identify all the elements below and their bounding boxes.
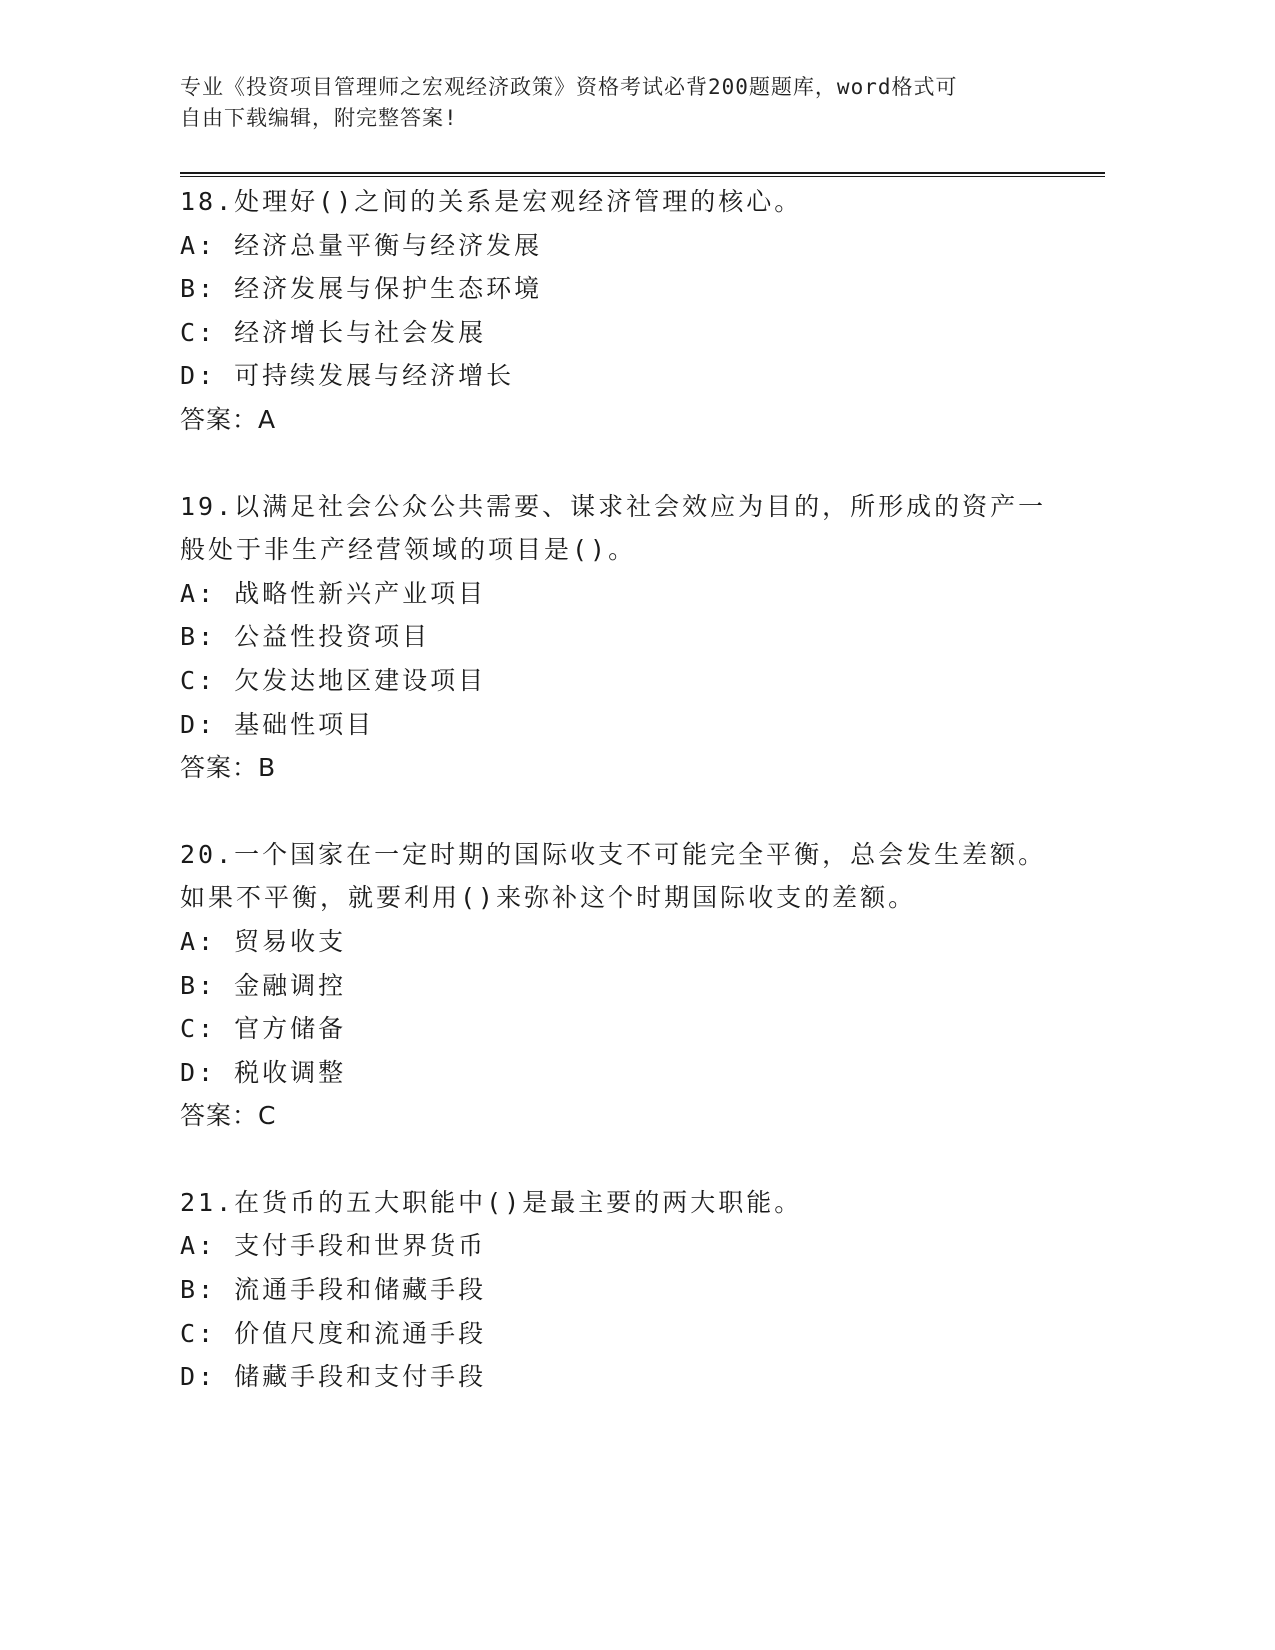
option-c: C: 官方储备 xyxy=(180,1014,347,1044)
option-d: D: 税收调整 xyxy=(180,1057,347,1087)
option-d: D: 基础性项目 xyxy=(180,709,375,739)
answer-label: 答案：B xyxy=(180,753,277,783)
option-b: B: 经济发展与保护生态环境 xyxy=(180,274,543,304)
answer-label: 答案：C xyxy=(180,1101,277,1131)
question-stem-line-2: 般处于非生产经营领域的项目是()。 xyxy=(180,535,637,565)
header-line-1: 专业《投资项目管理师之宏观经济政策》资格考试必背200题题库，word格式可 xyxy=(180,75,958,99)
header-line-2: 自由下载编辑，附完整答案! xyxy=(180,106,458,130)
question-18 xyxy=(180,180,1060,442)
question-stem-line-1: 20.一个国家在一定时期的国际收支不可能完全平衡，总会发生差额。 xyxy=(180,839,1047,869)
option-b: B: 流通手段和储藏手段 xyxy=(180,1275,487,1305)
question-stem: 21.在货币的五大职能中()是最主要的两大职能。 xyxy=(180,1187,803,1217)
option-c: C: 经济增长与社会发展 xyxy=(180,317,487,347)
question-21 xyxy=(180,1181,1060,1399)
option-b: B: 金融调控 xyxy=(180,970,347,1000)
option-d: D: 可持续发展与经济增长 xyxy=(180,361,515,391)
question-stem-line-1: 19.以满足社会公众公共需要、谋求社会效应为目的，所形成的资产一 xyxy=(180,491,1047,521)
question-list xyxy=(180,180,1060,1442)
question-19 xyxy=(180,485,1060,790)
answer-label: 答案：A xyxy=(180,404,277,434)
option-a: A: 贸易收支 xyxy=(180,926,347,956)
option-b: B: 公益性投资项目 xyxy=(180,622,431,652)
option-c: C: 价值尺度和流通手段 xyxy=(180,1318,487,1348)
document-header xyxy=(180,72,1040,134)
option-a: A: 战略性新兴产业项目 xyxy=(180,578,487,608)
option-a: A: 经济总量平衡与经济发展 xyxy=(180,230,543,260)
question-stem: 18.处理好()之间的关系是宏观经济管理的核心。 xyxy=(180,187,803,216)
header-divider xyxy=(180,172,1105,177)
option-a: A: 支付手段和世界货币 xyxy=(180,1231,487,1261)
option-d: D: 储藏手段和支付手段 xyxy=(180,1362,487,1392)
option-c: C: 欠发达地区建设项目 xyxy=(180,665,487,695)
question-20 xyxy=(180,833,1060,1138)
question-stem-line-2: 如果不平衡，就要利用()来弥补这个时期国际收支的差额。 xyxy=(180,883,917,913)
